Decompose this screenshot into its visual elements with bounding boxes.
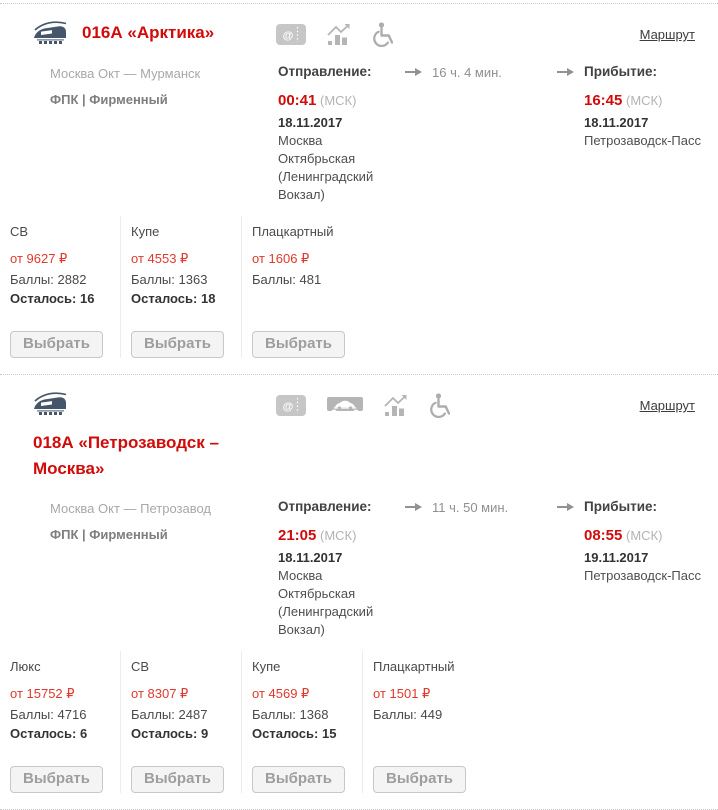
class-name: Плацкартный: [373, 659, 455, 674]
select-button[interactable]: Выбрать: [252, 331, 345, 358]
car-transport-icon: [327, 395, 363, 416]
class-points: Баллы: 1363: [131, 272, 208, 287]
class-name: Люкс: [10, 659, 41, 674]
trip-duration: 16 ч. 4 мин.: [432, 65, 502, 80]
class-price: от 15752 ₽: [10, 686, 75, 701]
train-title-area: [0, 391, 268, 482]
arrow-right-icon: [557, 499, 584, 639]
class-column: [242, 216, 363, 358]
arrow-right-icon: [557, 64, 584, 204]
class-points: Баллы: 2487: [131, 707, 208, 722]
train-carrier: ФПК | Фирменный: [50, 92, 168, 107]
class-seats-left: Осталось: 15: [252, 726, 337, 741]
arrow-right-icon: [405, 64, 432, 204]
class-points: Баллы: 481: [252, 272, 322, 287]
class-points: Баллы: 4716: [10, 707, 87, 722]
departure-date: 18.11.2017: [278, 115, 343, 130]
train-feature-icons: [268, 20, 718, 47]
class-name: СВ: [10, 224, 29, 239]
train-feature-icons: [268, 391, 718, 418]
class-name: Купе: [252, 659, 281, 674]
e-ticket-icon: [276, 24, 306, 45]
arrival-label: Прибытие:: [584, 64, 658, 79]
train-meta: [0, 64, 268, 204]
class-name: Купе: [131, 224, 160, 239]
e-ticket-icon: [276, 395, 306, 416]
arrival-label: Прибытие:: [584, 499, 658, 514]
class-column: [0, 651, 121, 793]
class-seats-left: Осталось: 6: [10, 726, 88, 741]
departure-timezone: (МСК): [320, 93, 357, 108]
class-points: Баллы: 449: [373, 707, 443, 722]
wheelchair-accessible-icon: [371, 22, 393, 47]
train-meta: [0, 499, 268, 639]
arrival-timezone: (МСК): [626, 93, 663, 108]
dynamic-pricing-chart-icon: [384, 394, 407, 417]
class-column: [121, 216, 242, 358]
trip-duration: 11 ч. 50 мин.: [432, 500, 509, 515]
departure-date: 18.11.2017: [278, 550, 343, 565]
departure-station: Москва Октябрьская (Ленинградский Вокзал): [278, 133, 374, 202]
class-price: от 9627 ₽: [10, 251, 68, 266]
wheelchair-accessible-icon: [428, 393, 450, 418]
arrival-block: [584, 499, 718, 639]
arrival-station: Петрозаводск-Пасс: [584, 133, 701, 148]
class-column: [242, 651, 363, 793]
train-carrier: ФПК | Фирменный: [50, 527, 168, 542]
select-button[interactable]: Выбрать: [10, 766, 103, 793]
class-price: от 8307 ₽: [131, 686, 189, 701]
departure-block: [278, 64, 405, 204]
class-points: Баллы: 1368: [252, 707, 329, 722]
arrival-time: 08:55: [584, 527, 623, 544]
departure-label: Отправление:: [278, 499, 372, 514]
train-icon: [33, 391, 67, 417]
departure-station: Москва Октябрьская (Ленинградский Вокзал): [278, 568, 374, 637]
train-card-header: [0, 391, 718, 482]
train-icon: [33, 20, 67, 46]
select-button[interactable]: Выбрать: [10, 331, 103, 358]
class-column: [363, 651, 484, 793]
train-card-body: [0, 64, 718, 204]
route-link[interactable]: Маршрут: [639, 27, 695, 42]
select-button[interactable]: Выбрать: [131, 331, 224, 358]
departure-block: [278, 499, 405, 639]
train-number-name: 016А «Арктика»: [82, 23, 215, 42]
train-route: Москва Окт — Мурманск: [50, 66, 201, 81]
departure-time: 21:05: [278, 527, 317, 544]
select-button[interactable]: Выбрать: [373, 766, 466, 793]
class-price: от 4569 ₽: [252, 686, 310, 701]
train-title-area: [0, 20, 268, 46]
train-schedule: [268, 64, 718, 204]
train-schedule: [268, 499, 718, 639]
class-price: от 1606 ₽: [252, 251, 310, 266]
train-route: Москва Окт — Петрозавод: [50, 501, 212, 516]
train-number-name: 018А «Петрозаводск – Москва»: [33, 433, 219, 478]
arrow-right-icon: [405, 499, 432, 639]
arrival-date: 18.11.2017: [584, 115, 649, 130]
train-card-header: [0, 20, 718, 47]
train-card: [0, 3, 718, 374]
arrival-date: 19.11.2017: [584, 550, 649, 565]
departure-label: Отправление:: [278, 64, 372, 79]
departure-timezone: (МСК): [320, 528, 357, 543]
select-button[interactable]: Выбрать: [131, 766, 224, 793]
class-points: Баллы: 2882: [10, 272, 87, 287]
dynamic-pricing-chart-icon: [327, 23, 350, 46]
arrival-time: 16:45: [584, 92, 623, 109]
class-name: СВ: [131, 659, 150, 674]
route-link[interactable]: Маршрут: [639, 398, 695, 413]
select-button[interactable]: Выбрать: [252, 766, 345, 793]
arrival-block: [584, 64, 718, 204]
class-name: Плацкартный: [252, 224, 334, 239]
train-card: [0, 374, 718, 809]
arrival-station: Петрозаводск-Пасс: [584, 568, 701, 583]
search-results-list: [0, 3, 718, 810]
class-seats-left: Осталось: 16: [10, 291, 95, 306]
train-card-body: [0, 499, 718, 639]
class-seats-left: Осталось: 18: [131, 291, 216, 306]
arrival-timezone: (МСК): [626, 528, 663, 543]
class-column: [121, 651, 242, 793]
class-price: от 4553 ₽: [131, 251, 189, 266]
class-seats-left: Осталось: 9: [131, 726, 209, 741]
fare-classes-row: [0, 216, 718, 358]
class-price: от 1501 ₽: [373, 686, 431, 701]
fare-classes-row: [0, 651, 718, 793]
class-column: [0, 216, 121, 358]
departure-time: 00:41: [278, 92, 317, 109]
